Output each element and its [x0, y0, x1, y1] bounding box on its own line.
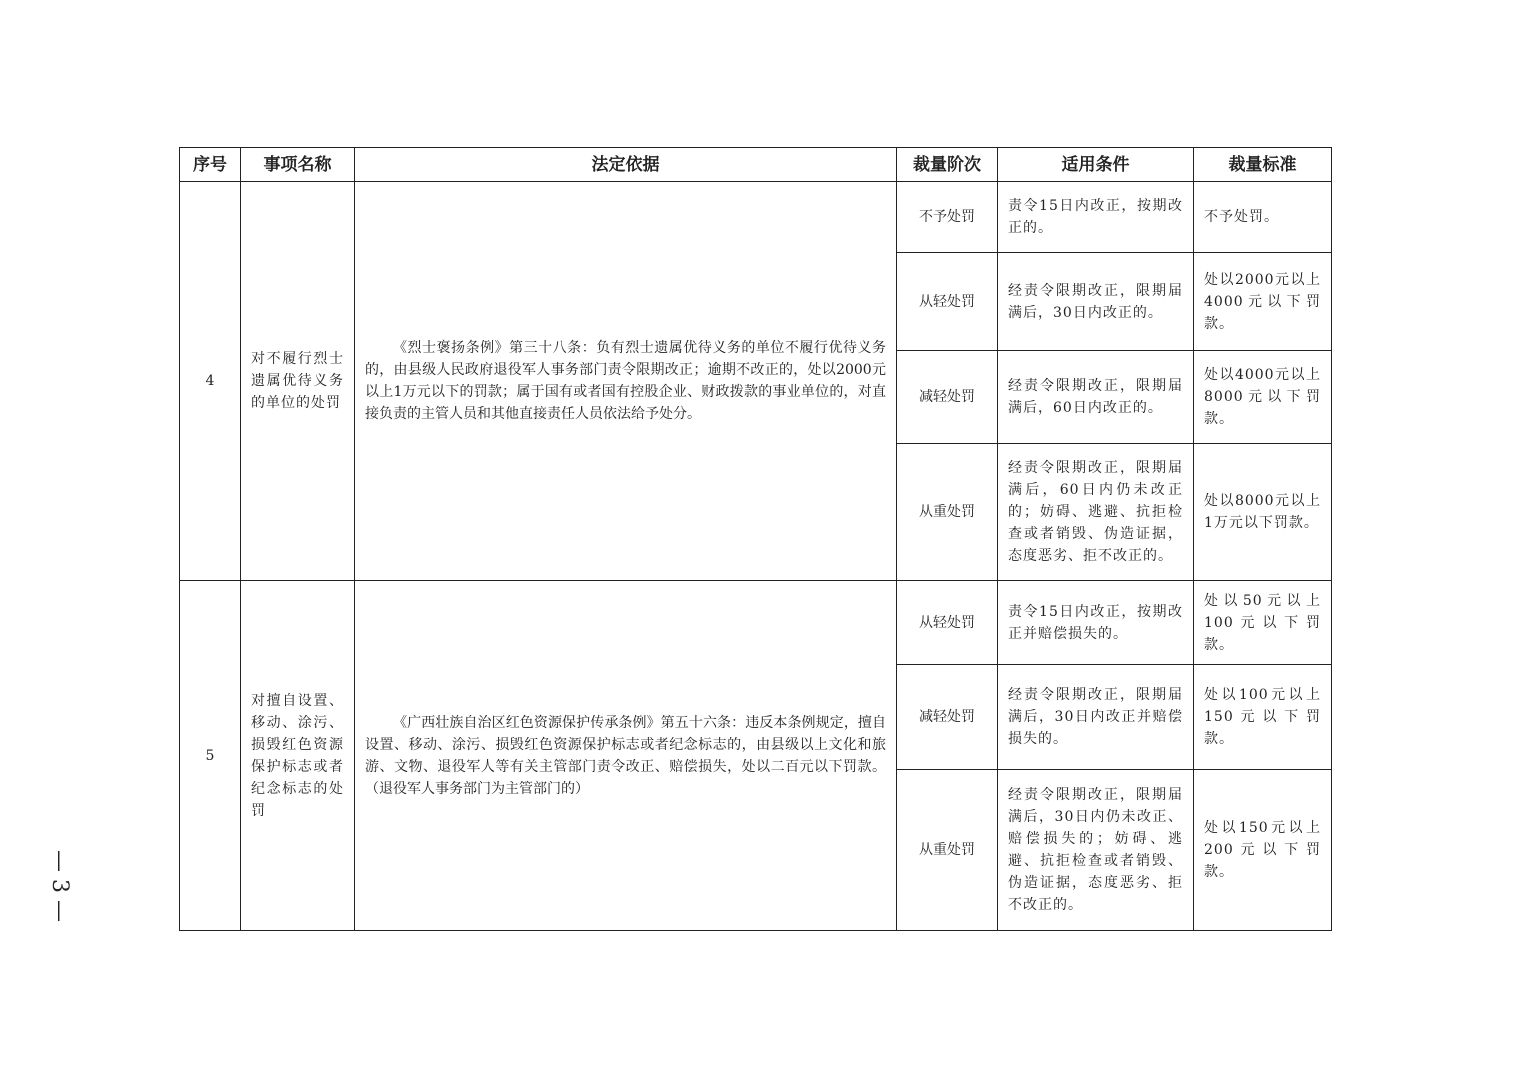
- discretion-standard: 处以150元以上200元以下罚款。: [1194, 770, 1332, 931]
- discretion-level: 从轻处罚: [897, 253, 998, 351]
- discretion-level: 减轻处罚: [897, 351, 998, 444]
- item-name: 对不履行烈士遗属优待义务的单位的处罚: [241, 182, 355, 581]
- penalty-discretion-table: [179, 147, 1332, 931]
- item-name: 对擅自设置、移动、涂污、损毁红色资源保护标志或者纪念标志的处罚: [241, 581, 355, 931]
- applicable-condition: 责令15日内改正，按期改正的。: [998, 182, 1194, 253]
- header-standard: 裁量标准: [1194, 148, 1332, 182]
- applicable-condition: 经责令限期改正，限期届满后，30日内改正并赔偿损失的。: [998, 665, 1194, 770]
- discretion-standard: 处以100元以上150元以下罚款。: [1194, 665, 1332, 770]
- table-header-row: [180, 148, 1332, 182]
- page-number: — 3 —: [47, 850, 72, 922]
- discretion-standard: 处以8000元以上1万元以下罚款。: [1194, 444, 1332, 581]
- applicable-condition: 经责令限期改正，限期届满后，60日内仍未改正的；妨碍、逃避、抗拒检查或者销毁、伪造证据，态度恶劣、拒不改正的。: [998, 444, 1194, 581]
- row-number: 5: [180, 581, 241, 931]
- discretion-level: 从重处罚: [897, 444, 998, 581]
- header-no: 序号: [180, 148, 241, 182]
- discretion-level: 减轻处罚: [897, 665, 998, 770]
- header-level: 裁量阶次: [897, 148, 998, 182]
- discretion-standard: 处以4000元以上8000元以下罚款。: [1194, 351, 1332, 444]
- applicable-condition: 经责令限期改正，限期届满后，30日内改正的。: [998, 253, 1194, 351]
- applicable-condition: 经责令限期改正，限期届满后，60日内改正的。: [998, 351, 1194, 444]
- legal-basis: 《烈士褒扬条例》第三十八条：负有烈士遗属优待义务的单位不履行优待义务的，由县级人民政府退役军人事务部门责令限期改正；逾期不改正的，处以2000元以上1万元以下的罚款；属于国有或者国有控股企业、财政拨款的事业单位的，对直接负责的主管人员和其他直接责任人员依法给予处分。: [355, 182, 897, 581]
- header-item: 事项名称: [241, 148, 355, 182]
- discretion-standard: 处以2000元以上4000元以下罚款。: [1194, 253, 1332, 351]
- discretion-standard: 处以50元以上100元以下罚款。: [1194, 581, 1332, 665]
- discretion-level: 不予处罚: [897, 182, 998, 253]
- table-row: [180, 182, 1332, 253]
- header-basis: 法定依据: [355, 148, 897, 182]
- table-row: [180, 581, 1332, 665]
- discretion-standard: 不予处罚。: [1194, 182, 1332, 253]
- applicable-condition: 责令15日内改正，按期改正并赔偿损失的。: [998, 581, 1194, 665]
- legal-basis: 《广西壮族自治区红色资源保护传承条例》第五十六条：违反本条例规定，擅自设置、移动、涂污、损毁红色资源保护标志或者纪念标志的，由县级以上文化和旅游、文物、退役军人等有关主管部门责令改正、赔偿损失，处以二百元以下罚款。（退役军人事务部门为主管部门的）: [355, 581, 897, 931]
- applicable-condition: 经责令限期改正，限期届满后，30日内仍未改正、赔偿损失的；妨碍、逃避、抗拒检查或者销毁、伪造证据，态度恶劣、拒不改正的。: [998, 770, 1194, 931]
- row-number: 4: [180, 182, 241, 581]
- discretion-level: 从重处罚: [897, 770, 998, 931]
- header-condition: 适用条件: [998, 148, 1194, 182]
- discretion-level: 从轻处罚: [897, 581, 998, 665]
